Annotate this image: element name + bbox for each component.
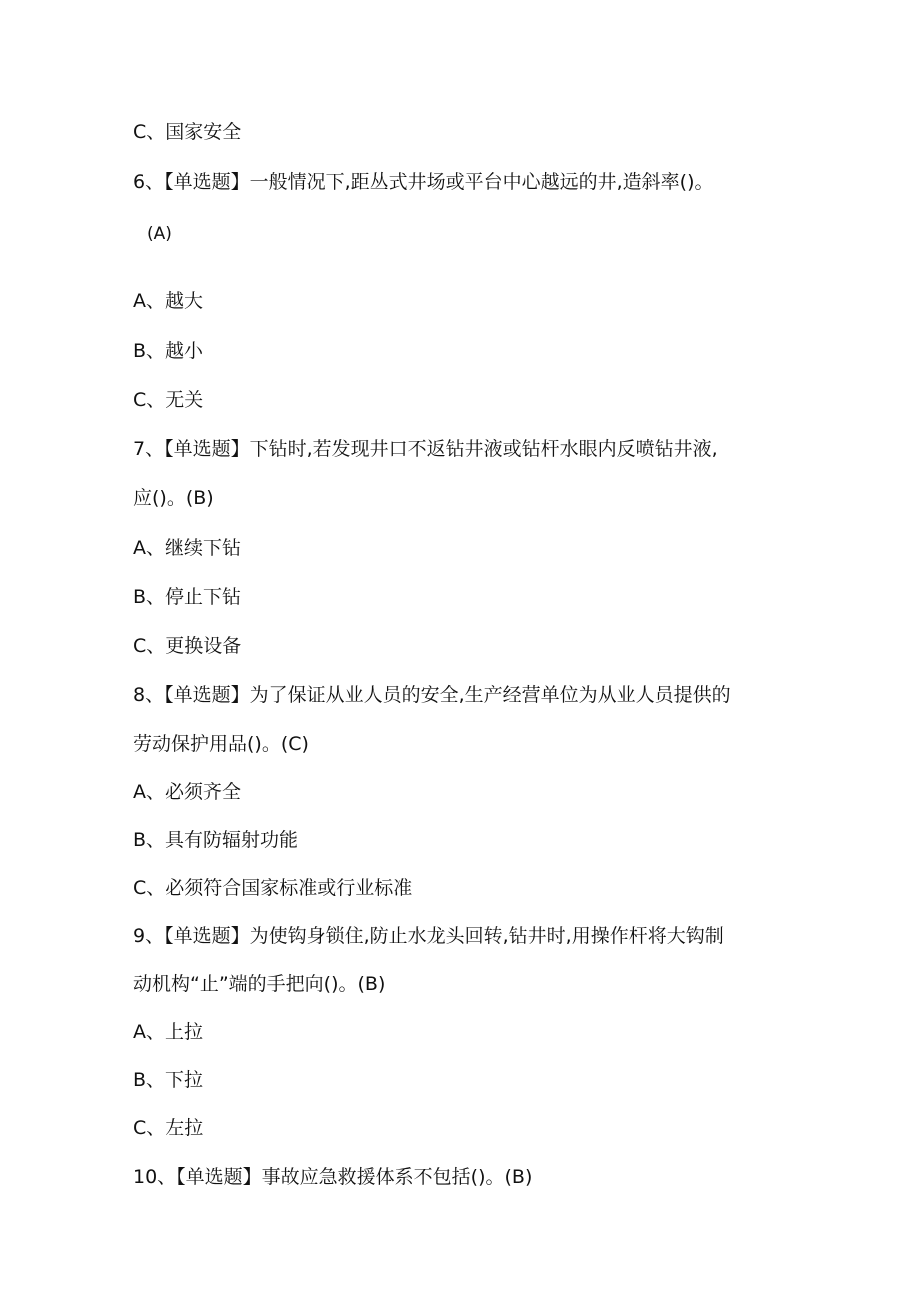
option-line: C、更换设备 bbox=[133, 635, 242, 657]
option-line: A、越大 bbox=[133, 290, 203, 312]
option-line: B、越小 bbox=[133, 340, 204, 362]
question-line: 7、【单选题】下钻时,若发现井口不返钻井液或钻杆水眼内反喷钻井液, bbox=[133, 438, 718, 460]
option-line: C、必须符合国家标准或行业标准 bbox=[133, 877, 413, 899]
option-line: C、国家安全 bbox=[133, 121, 242, 143]
question-line: 劳动保护用品()。(C) bbox=[133, 733, 309, 755]
option-line: B、停止下钻 bbox=[133, 586, 242, 608]
option-line: C、左拉 bbox=[133, 1117, 204, 1139]
question-line: 应()。(B) bbox=[133, 487, 214, 509]
option-line: A、必须齐全 bbox=[133, 781, 241, 803]
option-line: B、具有防辐射功能 bbox=[133, 829, 299, 851]
option-line: B、下拉 bbox=[133, 1069, 204, 1091]
question-line: 动机构“止”端的手把向()。(B) bbox=[133, 973, 386, 995]
question-line: 10、【单选题】事故应急救援体系不包括()。(B) bbox=[133, 1166, 533, 1188]
question-line: 9、【单选题】为使钩身锁住,防止水龙头回转,钻井时,用操作杆将大钩制 bbox=[133, 925, 724, 947]
option-line: C、无关 bbox=[133, 389, 204, 411]
question-line: 6、【单选题】一般情况下,距丛式井场或平台中心越远的井,造斜率()。 bbox=[133, 171, 714, 193]
answer-line: (A) bbox=[147, 224, 172, 244]
option-line: A、上拉 bbox=[133, 1021, 203, 1043]
question-line: 8、【单选题】为了保证从业人员的安全,生产经营单位为从业人员提供的 bbox=[133, 684, 731, 706]
option-line: A、继续下钻 bbox=[133, 537, 241, 559]
